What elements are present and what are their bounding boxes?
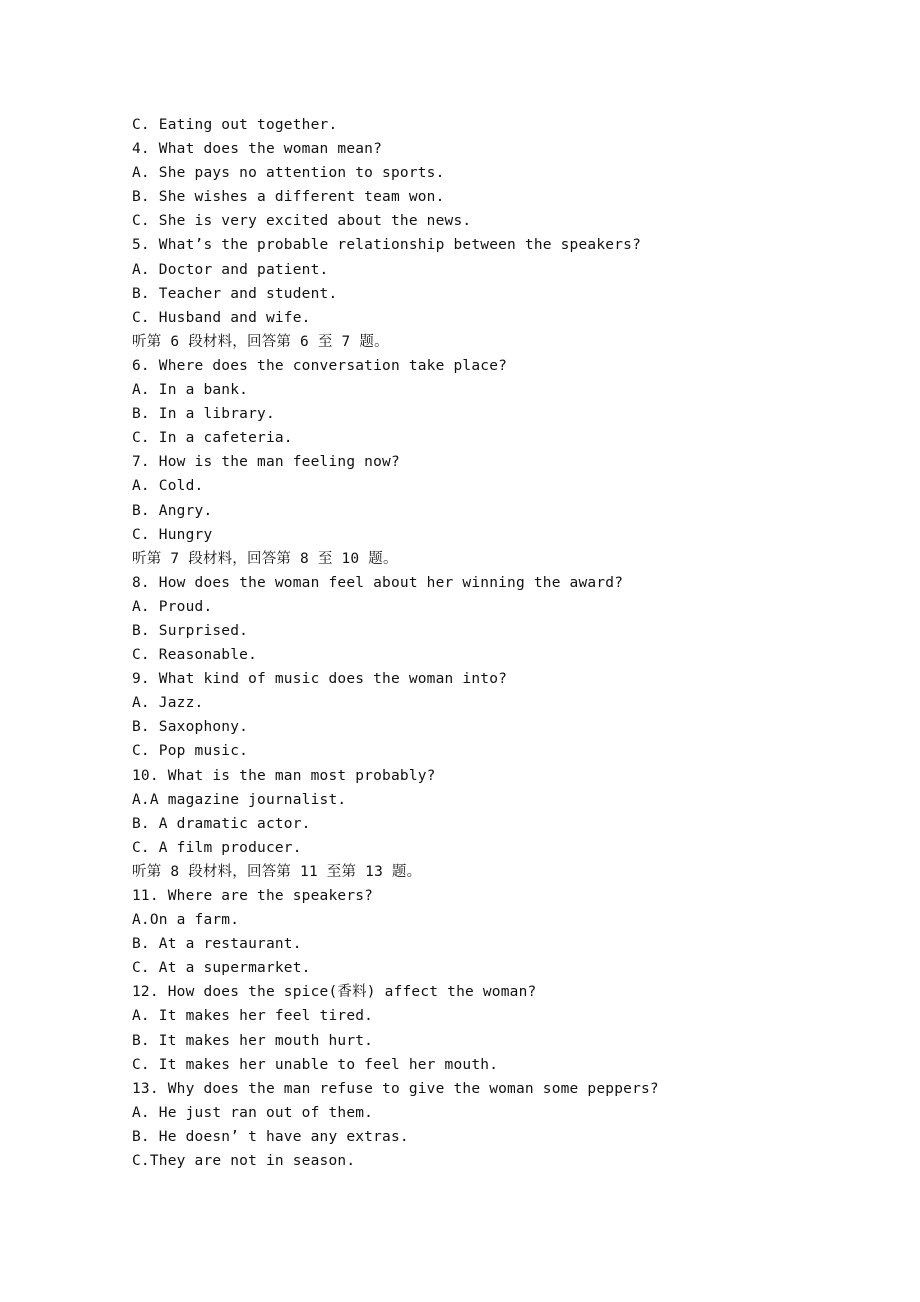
option-line: C. Reasonable.: [132, 647, 258, 664]
option-line: B. Saxophony.: [132, 719, 249, 736]
option-line: C. Hungry: [132, 526, 213, 543]
option-line: C. At a supermarket.: [132, 960, 311, 977]
question-line: 4. What does the woman mean?: [132, 141, 383, 158]
option-line: C. In a cafeteria.: [132, 430, 293, 447]
document-body: [132, 113, 852, 1173]
question-line: 6. Where does the conversation take place?: [132, 357, 508, 374]
section-instruction: 听第 7 段材料，回答第 8 至 10 题。: [132, 550, 398, 567]
question-line: 13. Why does the man refuse to give the woman some peppers?: [132, 1080, 659, 1097]
question-line: 8. How does the woman feel about her winning the award?: [132, 574, 624, 591]
option-line: B. He doesn’ t have any extras.: [132, 1128, 409, 1145]
option-line: B. Surprised.: [132, 622, 249, 639]
question-line: 12. How does the spice(香料) affect the woman?: [132, 984, 537, 1001]
option-line: A. He just ran out of them.: [132, 1104, 374, 1121]
question-line: 10. What is the man most probably?: [132, 767, 436, 784]
section-instruction: 听第 8 段材料，回答第 11 至第 13 题。: [132, 863, 422, 880]
option-line: C. A film producer.: [132, 839, 302, 856]
option-line: B. Angry.: [132, 502, 213, 519]
section-instruction: 听第 6 段材料，回答第 6 至 7 题。: [132, 333, 389, 350]
option-line: C. Eating out together.: [132, 117, 338, 133]
question-line: 11. Where are the speakers?: [132, 888, 374, 904]
option-line: C. She is very excited about the news.: [132, 213, 472, 230]
option-line: A. Jazz.: [132, 695, 204, 712]
option-line: C. Pop music.: [132, 743, 249, 760]
option-line: B. She wishes a different team won.: [132, 189, 445, 206]
option-line: A. Proud.: [132, 598, 213, 615]
option-line: C. Husband and wife.: [132, 309, 311, 326]
option-line: A. It makes her feel tired.: [132, 1008, 374, 1025]
question-line: 5. What’s the probable relationship between the speakers?: [132, 237, 641, 254]
option-line: B. It makes her mouth hurt.: [132, 1032, 374, 1049]
option-line: A.A magazine journalist.: [132, 791, 347, 808]
option-line: C. It makes her unable to feel her mouth.: [132, 1056, 499, 1073]
option-line: B. At a restaurant.: [132, 936, 302, 953]
option-line: A. In a bank.: [132, 382, 249, 399]
question-line: 9. What kind of music does the woman into?: [132, 671, 508, 688]
option-line: B. In a library.: [132, 406, 275, 423]
option-line: A. Doctor and patient.: [132, 261, 329, 278]
option-line: A. Cold.: [132, 478, 204, 495]
option-line: B. Teacher and student.: [132, 285, 338, 302]
option-line: C.They are not in season.: [132, 1153, 356, 1170]
option-line: A. She pays no attention to sports.: [132, 165, 445, 182]
question-line: 7. How is the man feeling now?: [132, 454, 400, 471]
option-line: B. A dramatic actor.: [132, 815, 311, 832]
option-line: A.On a farm.: [132, 912, 240, 929]
